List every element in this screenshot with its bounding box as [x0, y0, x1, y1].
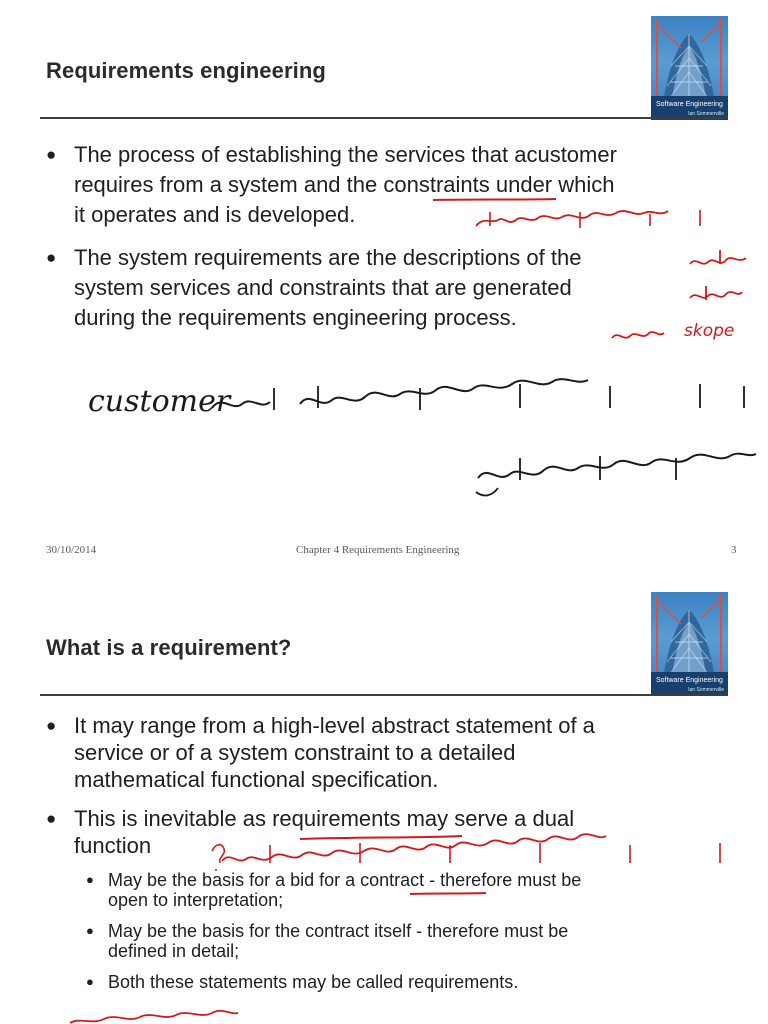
bullet-item: ● It may range from a high-level abstract statement of a service or of a system constraint to a detailed mathematical functional specification.	[46, 713, 595, 792]
bullet-icon: ●	[46, 145, 57, 164]
sub-bullet-icon: ●	[86, 923, 94, 938]
sub-bullet-icon: ●	[86, 872, 94, 887]
book-cover-image	[651, 16, 728, 120]
annotation-scope: skope	[684, 321, 735, 341]
bullet-icon: ●	[46, 248, 57, 267]
footer-chapter: Chapter 4 Requirements Engineering	[296, 544, 460, 556]
sub-bullet-icon: ●	[86, 974, 94, 989]
sub-bullet-item: ● May be the basis for a bid for a contract - therefore must be open to interpretation;	[86, 870, 582, 910]
book-author: Ian Sommerville	[688, 111, 724, 117]
footer-page-number: 3	[731, 544, 737, 556]
bullet-icon: ●	[46, 716, 57, 735]
slide-title: Requirements engineering	[46, 58, 326, 83]
title-divider	[40, 694, 728, 696]
annotation-customer: customer	[88, 384, 231, 419]
bullet-icon: ●	[46, 809, 57, 828]
bullet-item: ● The process of establishing the services that acustomer requires from a system and the constraints under which it operates and is developed.	[46, 142, 617, 227]
sub-bullet-item: ● Both these statements may be called requirements.	[86, 972, 519, 992]
bullet-item: ● The system requirements are the descriptions of the system services and constraints that are generated during the requirements engineering process.	[46, 245, 582, 330]
emphasized-word: constraints	[383, 172, 490, 197]
book-title: Software Engineering	[656, 677, 723, 684]
emphasized-word: contract	[360, 870, 425, 890]
book-title: Software Engineering	[656, 101, 723, 108]
title-divider	[40, 117, 728, 119]
slide-title: What is a requirement?	[46, 635, 292, 660]
slide-what-is-a-requirement	[0, 575, 768, 1024]
emphasized-word: requirements	[272, 806, 401, 831]
book-author: Ian Sommerville	[688, 687, 724, 693]
book-cover-image	[651, 592, 728, 696]
sub-bullet-item: ● May be the basis for the contract itself - therefore must be defined in detail;	[86, 921, 569, 961]
footer-date: 30/10/2014	[46, 544, 97, 556]
bullet-item: ● This is inevitable as requirements may serve a dual function	[46, 806, 575, 858]
